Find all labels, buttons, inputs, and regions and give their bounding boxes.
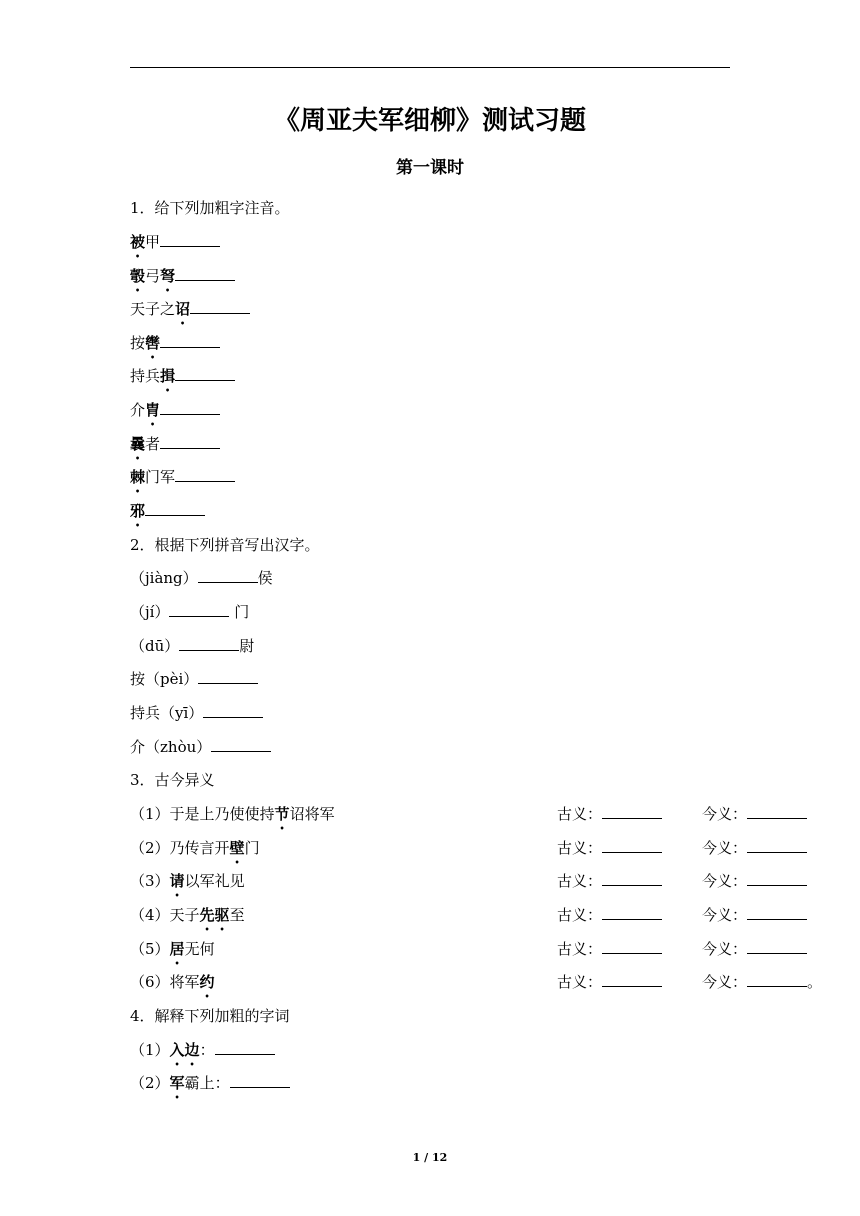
q3-item: （1）于是上乃使使持节诏将军 古义： 今义： — [130, 803, 730, 833]
answer-blank[interactable] — [190, 298, 250, 314]
answer-blank[interactable] — [602, 971, 662, 987]
answer-blank[interactable] — [747, 904, 807, 920]
answer-blank[interactable] — [215, 1039, 275, 1055]
q1-item: 被甲 — [130, 231, 220, 261]
q1-heading: 1．给下列加粗字注音。 — [130, 199, 290, 217]
q2-item: （jiàng） 侯 — [130, 569, 273, 587]
answer-blank[interactable] — [230, 1072, 290, 1088]
q1-item: 邪 — [130, 500, 205, 530]
answer-blank[interactable] — [602, 837, 662, 853]
answer-blank[interactable] — [602, 904, 662, 920]
answer-blank[interactable] — [160, 399, 220, 415]
answer-blank[interactable] — [747, 971, 807, 987]
q3-heading: 3．古今异义 — [130, 771, 215, 789]
q1-item: 曩者 — [130, 433, 220, 463]
q2-item: 持兵（yī） — [130, 702, 263, 724]
q3-item: （5）居无何 古义： 今义： — [130, 938, 730, 968]
answer-blank[interactable] — [747, 837, 807, 853]
answer-blank[interactable] — [747, 938, 807, 954]
answer-blank[interactable] — [747, 803, 807, 819]
answer-blank[interactable] — [602, 938, 662, 954]
answer-blank[interactable] — [175, 466, 235, 482]
q2-item: （dū） 尉 — [130, 637, 255, 655]
q1-item: 棘门军 — [130, 466, 235, 496]
answer-blank[interactable] — [160, 433, 220, 449]
answer-blank[interactable] — [175, 365, 235, 381]
answer-blank[interactable] — [211, 736, 271, 752]
answer-blank[interactable] — [602, 803, 662, 819]
answer-blank[interactable] — [175, 265, 235, 281]
answer-blank[interactable] — [160, 231, 220, 247]
q1-item: 按辔 — [130, 332, 220, 362]
page-subtitle: 第一课时 — [396, 158, 464, 178]
q4-heading: 4．解释下列加粗的字词 — [130, 1007, 290, 1025]
answer-blank[interactable] — [198, 668, 258, 684]
q3-item: （3）请以军礼见 古义： 今义： — [130, 870, 730, 900]
answer-blank[interactable] — [203, 702, 263, 718]
q2-item: （jí） 门 — [130, 603, 250, 621]
q1-item: 彀弓弩 — [130, 265, 235, 295]
answer-blank[interactable] — [179, 635, 239, 651]
header-rule — [130, 67, 730, 68]
answer-blank[interactable] — [160, 332, 220, 348]
q1-item: 介胄 — [130, 399, 220, 429]
q3-item: （2）乃传言开壁门 古义： 今义： — [130, 837, 730, 867]
answer-blank[interactable] — [145, 500, 205, 516]
q2-heading: 2．根据下列拼音写出汉字。 — [130, 536, 320, 554]
q3-item: （6）将军约 古义： 今义： 。 — [130, 973, 823, 991]
q3-item: （4）天子先驱至 古义： 今义： — [130, 904, 730, 934]
q2-item: 按（pèi） — [130, 668, 258, 690]
q2-item: 介（zhòu） — [130, 736, 271, 758]
q1-item: 持兵揖 — [130, 365, 235, 395]
page-title: 《周亚夫军细柳》测试习题 — [273, 106, 586, 136]
answer-blank[interactable] — [747, 870, 807, 886]
q4-item: （2）军霸上： — [130, 1072, 290, 1102]
q4-item: （1）入边： — [130, 1039, 275, 1069]
page-number: 1 / 12 — [412, 1151, 448, 1164]
answer-blank[interactable] — [602, 870, 662, 886]
q1-item: 天子之诏 — [130, 298, 250, 328]
answer-blank[interactable] — [198, 567, 258, 583]
answer-blank[interactable] — [169, 601, 229, 617]
